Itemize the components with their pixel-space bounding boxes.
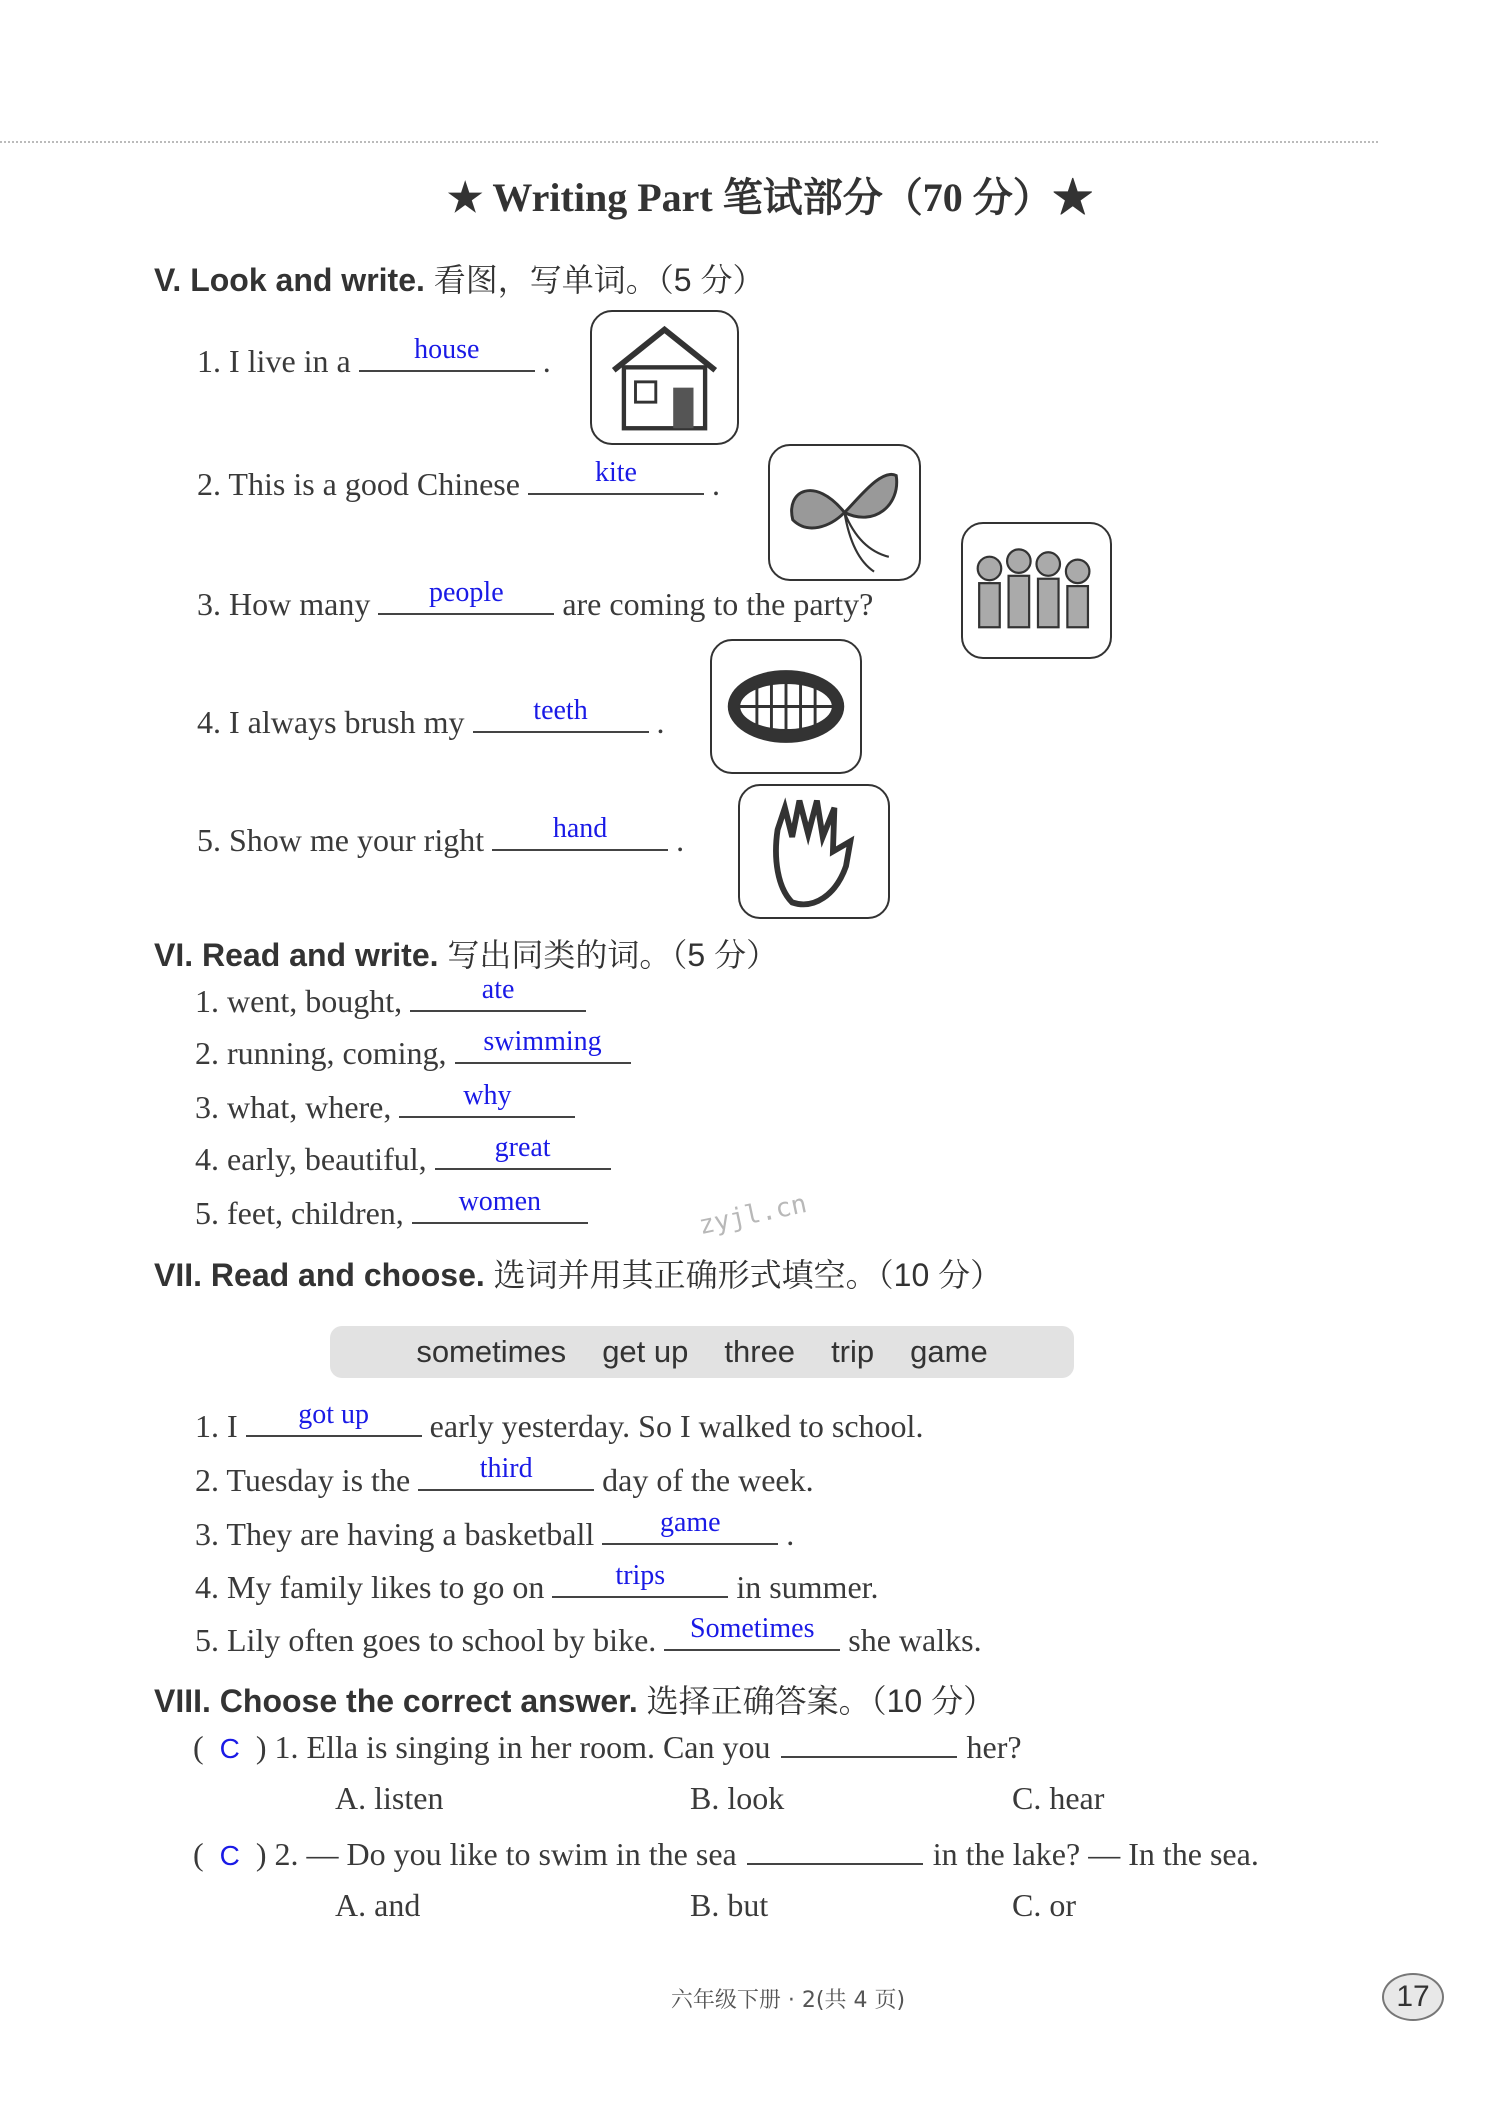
question-text: her? <box>966 1729 1022 1765</box>
option-b: B. but <box>690 1887 769 1923</box>
answer: hand <box>552 813 608 844</box>
answer-blank[interactable] <box>664 1613 840 1651</box>
question-text: 3. what, where, <box>195 1089 392 1125</box>
answer: teeth <box>533 695 588 726</box>
people-picture <box>961 522 1112 659</box>
question-6-1 <box>195 974 594 1020</box>
section-8-heading <box>154 1676 995 1722</box>
question-5-3 <box>197 577 874 623</box>
answer-blank[interactable] <box>492 813 668 851</box>
question-text: 5. Show me your right <box>197 822 485 858</box>
question-8-2 <box>193 1833 1259 1873</box>
answer: trips <box>615 1560 666 1591</box>
heading-en: V. Look and write. <box>154 262 425 298</box>
question-text: 5. feet, children, <box>195 1195 404 1231</box>
answer: people <box>428 577 504 608</box>
word-bank-item: three <box>724 1334 796 1369</box>
question-text: early yesterday. So I walked to school. <box>429 1408 924 1444</box>
question-5-5 <box>197 813 685 859</box>
answer-blank[interactable] <box>399 1080 575 1118</box>
option-a: A. listen <box>335 1780 444 1816</box>
heading-cn: 写出同类的词。（5 分） <box>447 937 779 973</box>
heading-en: VI. Read and write. <box>154 937 439 973</box>
answer: game <box>659 1507 721 1538</box>
answer-blank[interactable] <box>412 1186 588 1224</box>
question-text: 5. Lily often goes to school by bike. <box>195 1622 657 1658</box>
question-text: she walks. <box>848 1622 982 1658</box>
question-text: day of the week. <box>602 1462 814 1498</box>
answer-blank[interactable] <box>552 1560 728 1598</box>
answer-blank[interactable] <box>410 974 586 1012</box>
answer: third <box>479 1453 533 1484</box>
question-text: 4. I always brush my <box>197 704 465 740</box>
house-icon <box>592 312 737 443</box>
section-6-heading <box>154 930 778 976</box>
footer: 六年级下册 · 2(共 4 页) <box>670 1988 906 2013</box>
option-c: C. or <box>1012 1887 1076 1923</box>
heading-cn: 选择正确答案。（10 分） <box>646 1683 996 1719</box>
answer-blank[interactable] <box>473 695 649 733</box>
question-text: in the lake? — In the sea. <box>932 1836 1259 1872</box>
answer: house <box>414 334 480 365</box>
heading-cn: 看图，写单词。（5 分） <box>433 262 765 298</box>
answer: women <box>458 1186 542 1217</box>
question-text: 1. I live in a <box>197 343 351 379</box>
question-5-4 <box>197 695 665 741</box>
question-text: 3. They are having a basketball <box>195 1516 595 1552</box>
answer: Sometimes <box>690 1613 815 1644</box>
question-6-3 <box>195 1080 583 1126</box>
answer: got up <box>298 1399 370 1430</box>
answer: great <box>494 1132 551 1163</box>
answer-blank[interactable] <box>455 1026 631 1064</box>
question-7-5 <box>195 1613 982 1659</box>
answer-blank[interactable] <box>528 457 704 495</box>
question-6-5 <box>195 1186 596 1232</box>
question-5-2 <box>197 457 720 503</box>
answer-paren[interactable]: ( C ) <box>193 1729 267 1765</box>
question-text: 2. Tuesday is the <box>195 1462 411 1498</box>
question-7-2 <box>195 1453 814 1499</box>
option-b: B. look <box>690 1780 785 1816</box>
question-text: . <box>542 343 551 379</box>
question-text: 1. Ella is singing in her room. Can you <box>274 1729 771 1765</box>
answer-blank[interactable] <box>378 577 554 615</box>
kite-picture <box>768 444 921 581</box>
answer: C <box>219 1733 240 1764</box>
question-7-4 <box>195 1560 879 1606</box>
hand-icon <box>740 786 888 917</box>
question-7-3 <box>195 1507 795 1553</box>
heading-cn: 选词并用其正确形式填空。（10 分） <box>493 1257 1003 1293</box>
question-7-1 <box>195 1399 924 1445</box>
hand-picture <box>738 784 890 919</box>
answer: C <box>219 1840 240 1871</box>
question-text: in summer. <box>736 1569 879 1605</box>
answer: kite <box>594 457 637 488</box>
question-text: 3. How many <box>197 586 371 622</box>
question-text: . <box>656 704 665 740</box>
answer: ate <box>481 974 515 1005</box>
heading-en: VII. Read and choose. <box>154 1257 485 1293</box>
answer-blank[interactable] <box>435 1132 611 1170</box>
house-picture <box>590 310 739 445</box>
heading-en: VIII. Choose the correct answer. <box>154 1683 638 1719</box>
question-text: 1. went, bought, <box>195 983 403 1019</box>
answer-blank <box>781 1726 957 1758</box>
section-7-heading <box>154 1250 1002 1296</box>
question-8-1 <box>193 1726 1022 1766</box>
page-number: 17 <box>1382 1973 1444 2021</box>
answer-blank[interactable] <box>359 334 535 372</box>
answer: why <box>463 1080 512 1111</box>
question-text: 2. This is a good Chinese <box>197 466 520 502</box>
kite-icon <box>770 446 919 579</box>
answer: swimming <box>483 1026 602 1057</box>
word-bank-item: get up <box>602 1334 689 1369</box>
answer-blank[interactable] <box>602 1507 778 1545</box>
question-6-4 <box>195 1132 619 1178</box>
answer-blank[interactable] <box>418 1453 594 1491</box>
question-text: 2. running, coming, <box>195 1035 447 1071</box>
watermark: zyjl.cn <box>696 1188 810 1242</box>
question-text: 4. early, beautiful, <box>195 1141 427 1177</box>
page-title: ★ Writing Part 笔试部分（70 分）★ <box>447 175 1093 220</box>
question-text: . <box>676 822 685 858</box>
option-a: A. and <box>335 1887 421 1923</box>
teeth-icon <box>712 641 860 772</box>
question-text: 2. — Do you like to swim in the sea <box>274 1836 737 1872</box>
answer-paren[interactable]: ( C ) <box>193 1836 267 1872</box>
question-text: 1. I <box>195 1408 238 1444</box>
teeth-picture <box>710 639 862 774</box>
question-text: . <box>711 466 720 502</box>
word-bank-item: sometimes <box>416 1334 567 1369</box>
answer-blank[interactable] <box>246 1399 422 1437</box>
option-c: C. hear <box>1012 1780 1105 1816</box>
word-bank <box>330 1326 1074 1378</box>
question-6-2 <box>195 1026 639 1072</box>
question-5-1 <box>197 334 551 380</box>
people-icon <box>963 524 1110 657</box>
question-text: . <box>786 1516 795 1552</box>
question-text: 4. My family likes to go on <box>195 1569 545 1605</box>
word-bank-item: game <box>910 1334 988 1369</box>
section-5-heading <box>154 255 764 301</box>
word-bank-item: trip <box>831 1334 875 1369</box>
question-text: are coming to the party? <box>562 586 874 622</box>
answer-blank <box>747 1833 923 1865</box>
divider <box>0 141 1378 143</box>
